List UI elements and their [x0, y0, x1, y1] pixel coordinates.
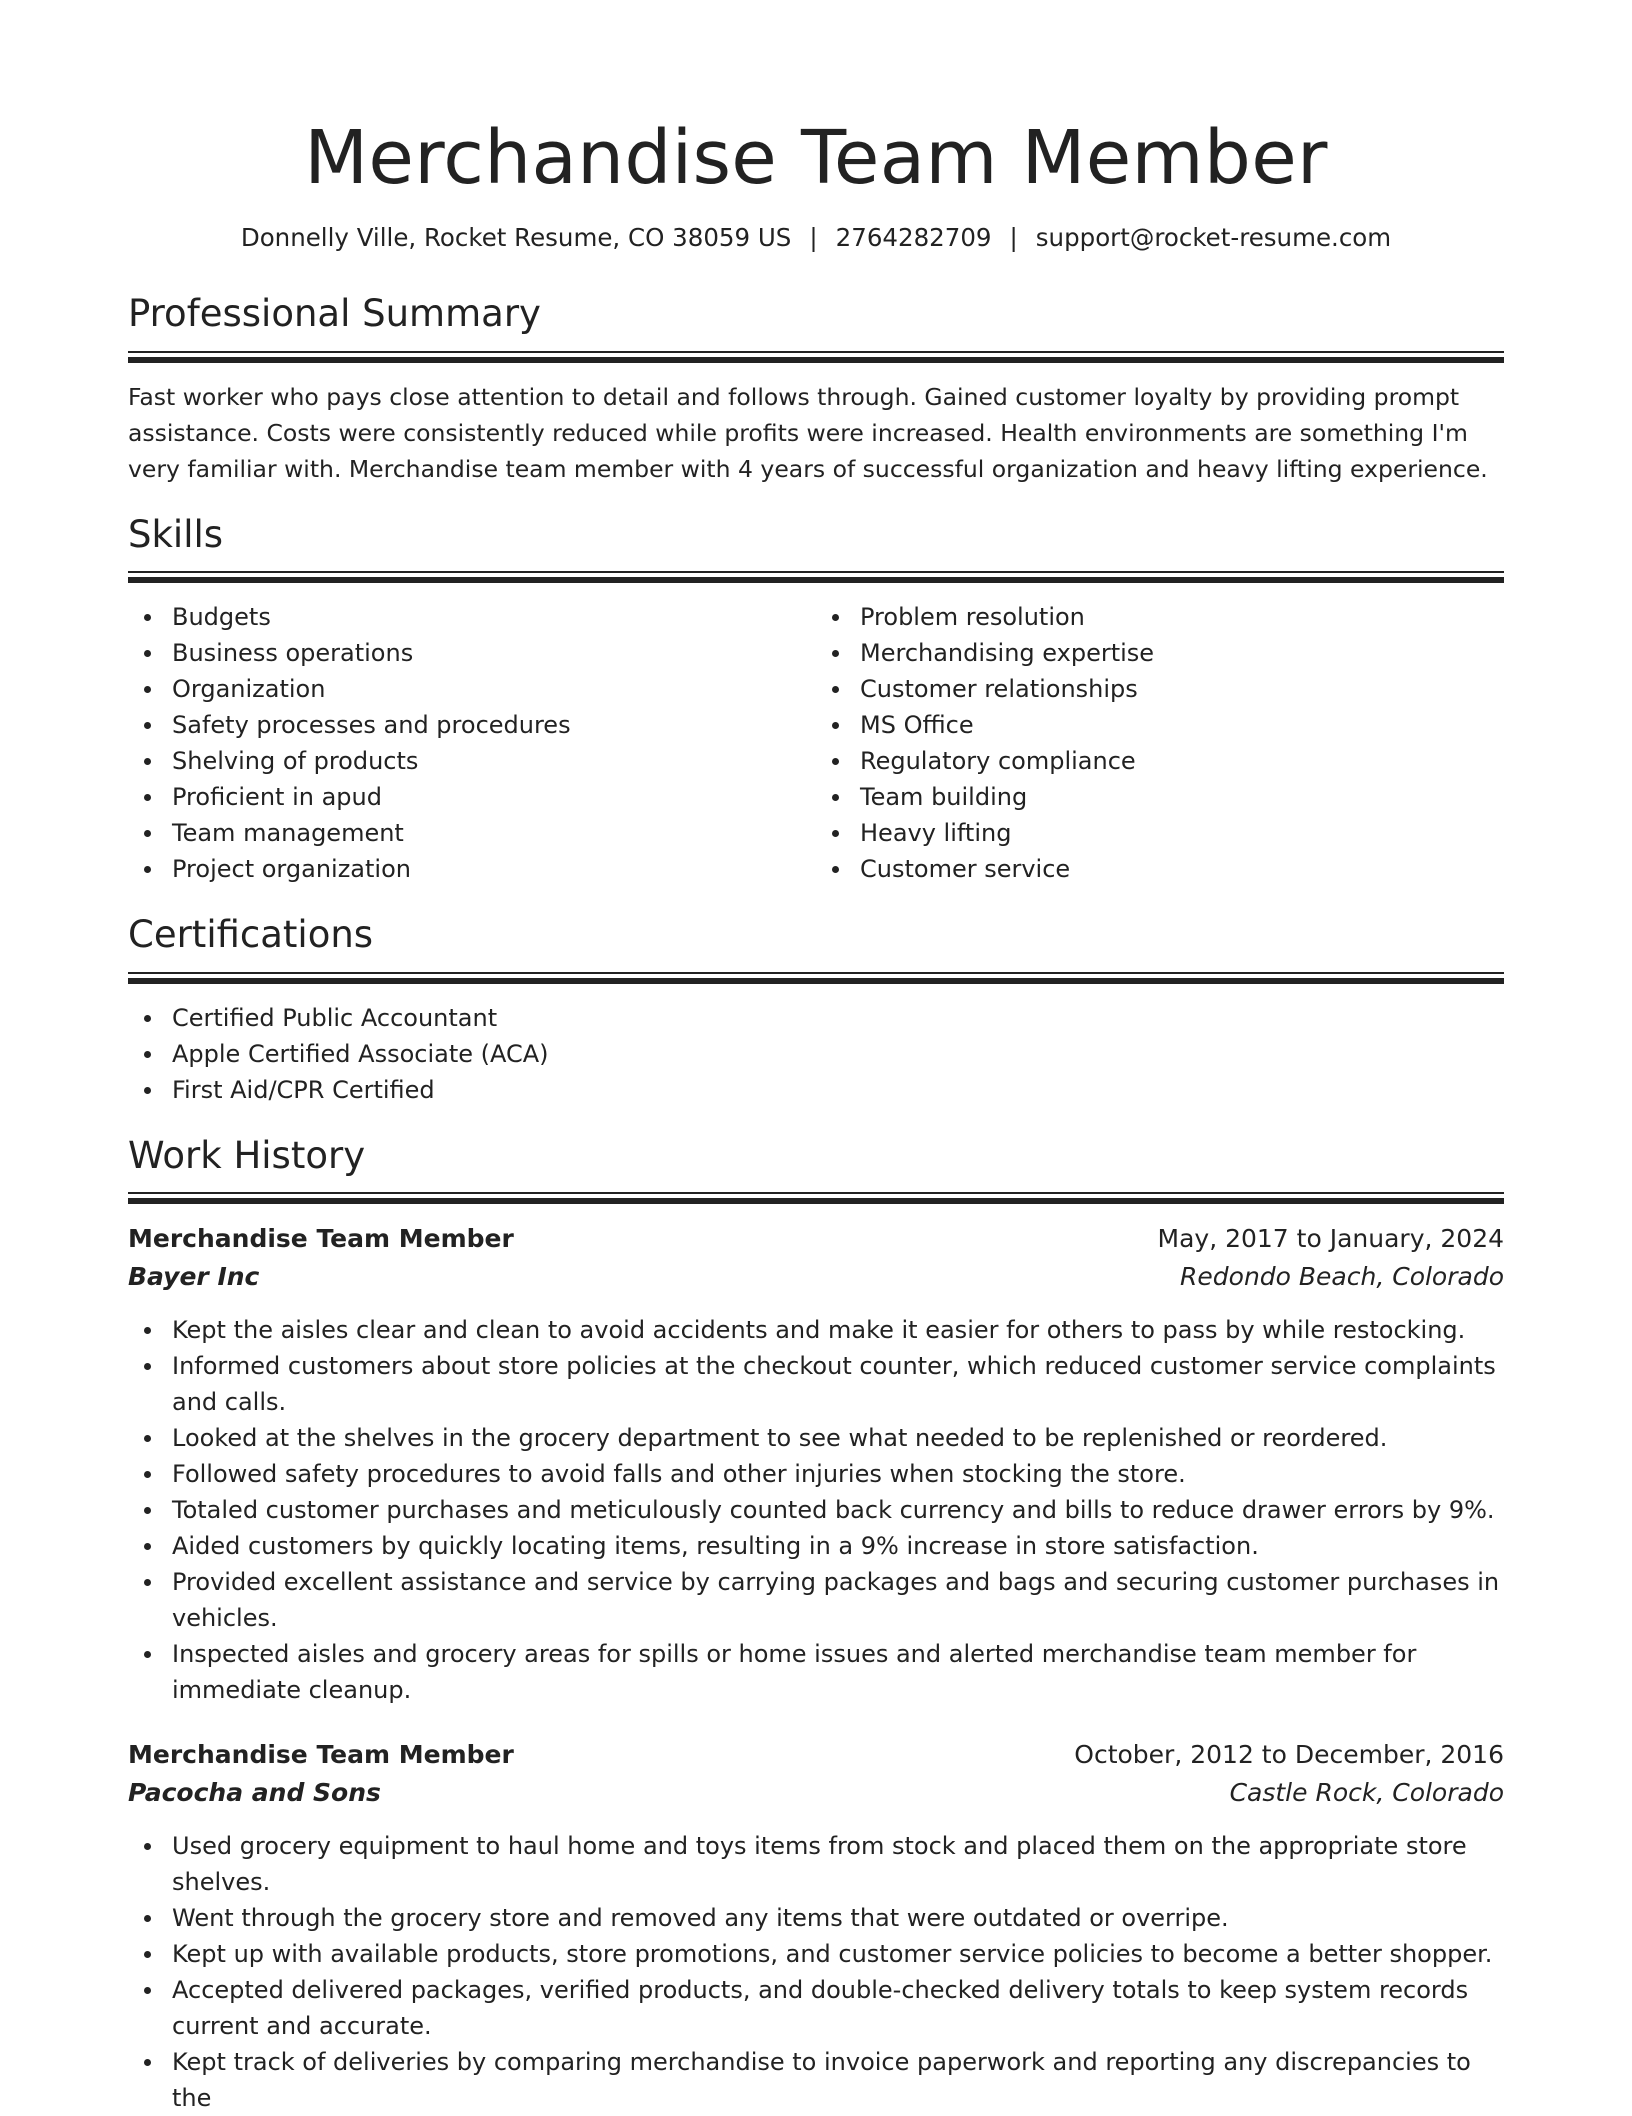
- skills-list-left: [128, 599, 816, 887]
- contact-line: [128, 223, 1504, 252]
- skill-item: Regulatory compliance: [860, 743, 1504, 779]
- skill-item: Problem resolution: [860, 599, 1504, 635]
- job-bullet: Informed customers about store policies at the checkout counter, which reduced customer service complaints and calls.: [172, 1348, 1504, 1420]
- section-divider: [128, 972, 1504, 984]
- contact-separator: |: [809, 223, 818, 253]
- certification-item: Certified Public Accountant: [172, 1000, 1504, 1036]
- resume-title: Merchandise Team Member: [304, 115, 1328, 201]
- skill-item: Shelving of products: [172, 743, 816, 779]
- contact-email: support@rocket-resume.com: [1035, 223, 1392, 253]
- section-heading: Certifications: [128, 913, 374, 957]
- job-bullet: Aided customers by quickly locating items, resulting in a 9% increase in store satisfaction.: [172, 1528, 1504, 1564]
- job-location: Castle Rock, Colorado: [1229, 1777, 1504, 1807]
- contact-address: Donnelly Ville, Rocket Resume, CO 38059 US: [240, 223, 792, 253]
- job-company: Bayer Inc: [128, 1261, 260, 1291]
- job-title: Merchandise Team Member: [128, 1223, 514, 1253]
- job-entry: [128, 1220, 1504, 1708]
- skill-item: Heavy lifting: [860, 815, 1504, 851]
- section-divider: [128, 1192, 1504, 1204]
- work-history-section: [128, 1134, 1504, 2116]
- certifications-section: [128, 913, 1504, 1107]
- contact-separator: |: [1009, 223, 1018, 253]
- skill-item: Customer relationships: [860, 671, 1504, 707]
- contact-phone: 2764282709: [835, 223, 992, 253]
- job-title: Merchandise Team Member: [128, 1739, 514, 1769]
- skill-item: Team building: [860, 779, 1504, 815]
- skill-item: Merchandising expertise: [860, 635, 1504, 671]
- section-heading: Professional Summary: [128, 292, 541, 336]
- job-bullets: [128, 1312, 1504, 1708]
- job-bullet: Followed safety procedures to avoid falls and other injuries when stocking the store.: [172, 1456, 1504, 1492]
- job-company: Pacocha and Sons: [128, 1777, 381, 1807]
- job-entry: [128, 1736, 1504, 2116]
- job-bullets: [128, 1828, 1504, 2116]
- job-location: Redondo Beach, Colorado: [1180, 1261, 1504, 1291]
- job-bullet: Used grocery equipment to haul home and toys items from stock and placed them on the appropriate store shelves.: [172, 1828, 1504, 1900]
- skill-item: Organization: [172, 671, 816, 707]
- job-bullet: Accepted delivered packages, verified products, and double-checked delivery totals to keep system records current and accurate.: [172, 1972, 1504, 2044]
- skill-item: Customer service: [860, 851, 1504, 887]
- job-bullet: Kept the aisles clear and clean to avoid accidents and make it easier for others to pass by while restocking.: [172, 1312, 1504, 1348]
- job-subheader: [128, 1774, 1504, 1812]
- job-bullet: Kept up with available products, store promotions, and customer service policies to become a better shopper.: [172, 1936, 1504, 1972]
- certification-item: Apple Certified Associate (ACA): [172, 1036, 1504, 1072]
- job-bullet: Kept track of deliveries by comparing merchandise to invoice paperwork and reporting any discrepancies to the: [172, 2044, 1504, 2116]
- skill-item: Proficient in apud: [172, 779, 816, 815]
- skills-grid: [128, 599, 1504, 887]
- skill-item: Budgets: [172, 599, 816, 635]
- job-bullet: Went through the grocery store and removed any items that were outdated or overripe.: [172, 1900, 1504, 1936]
- skill-item: Safety processes and procedures: [172, 707, 816, 743]
- job-dates: May, 2017 to January, 2024: [1157, 1223, 1504, 1253]
- section-heading: Work History: [128, 1133, 366, 1177]
- skill-item: Project organization: [172, 851, 816, 887]
- certification-item: First Aid/CPR Certified: [172, 1072, 1504, 1108]
- job-header: [128, 1736, 1504, 1774]
- job-dates: October, 2012 to December, 2016: [1074, 1739, 1504, 1769]
- job-header: [128, 1220, 1504, 1258]
- skill-item: Business operations: [172, 635, 816, 671]
- skills-list-right: [816, 599, 1504, 887]
- job-bullet: Totaled customer purchases and meticulously counted back currency and bills to reduce drawer errors by 9%.: [172, 1492, 1504, 1528]
- job-bullet: Looked at the shelves in the grocery department to see what needed to be replenished or reordered.: [172, 1420, 1504, 1456]
- skills-section: [128, 513, 1504, 887]
- section-divider: [128, 571, 1504, 583]
- summary-section: [128, 292, 1504, 486]
- job-bullet: Provided excellent assistance and service by carrying packages and bags and securing customer purchases in vehicles.: [172, 1564, 1504, 1636]
- skill-item: MS Office: [860, 707, 1504, 743]
- section-divider: [128, 351, 1504, 363]
- job-bullet: Inspected aisles and grocery areas for spills or home issues and alerted merchandise team member for immediate cleanup.: [172, 1636, 1504, 1708]
- skill-item: Team management: [172, 815, 816, 851]
- job-subheader: [128, 1258, 1504, 1296]
- certifications-list: [128, 1000, 1504, 1108]
- section-heading: Skills: [128, 512, 224, 556]
- summary-text: Fast worker who pays close attention to detail and follows through. Gained customer loyalty by providing prompt assistance. Costs were consistently reduced while profits were increased. Health environments are something I'm very familiar with. Merchandise team member with 4 years of successful organization and heavy lifting experience.: [128, 382, 1488, 483]
